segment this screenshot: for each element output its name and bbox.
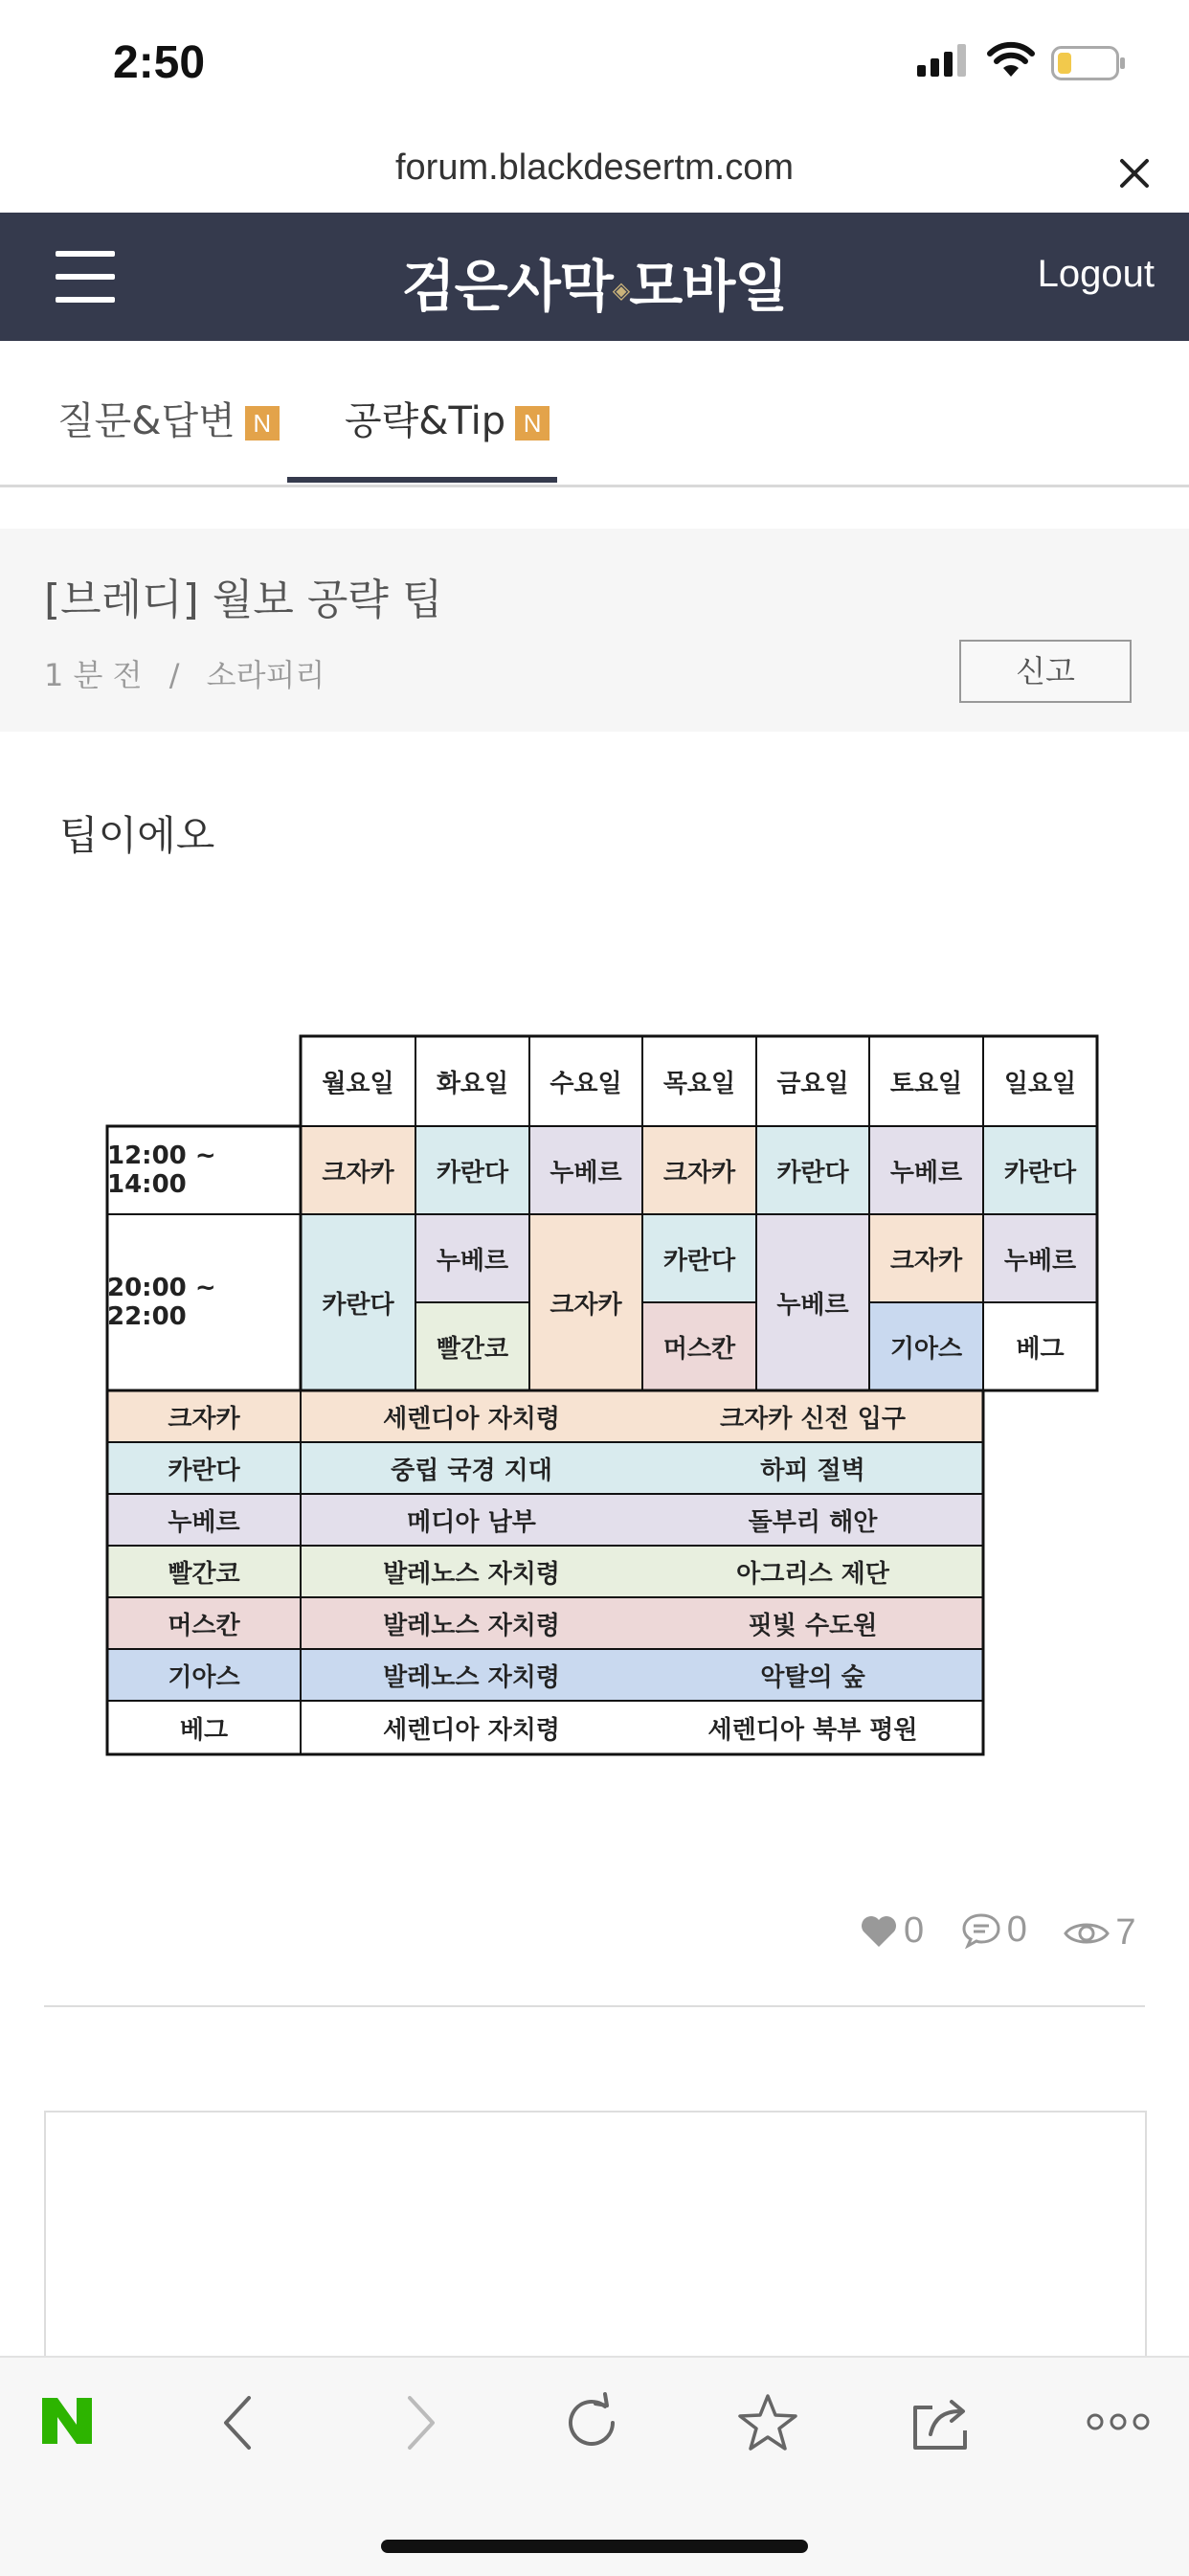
more-icon[interactable]: [1086, 2411, 1151, 2432]
logo-text-left: 검은사막: [401, 254, 613, 319]
location-cell: 발레노스 자치령: [301, 1597, 642, 1649]
location-boss: 크자카: [107, 1390, 301, 1442]
post-time: 1 분 전: [44, 657, 143, 693]
report-button[interactable]: 신고: [959, 640, 1132, 703]
post-title: [브레디] 월보 공략 팁: [44, 576, 443, 624]
location-cell: 핏빛 수도원: [642, 1597, 983, 1649]
boss-cell: 누베르: [983, 1214, 1097, 1302]
boss-cell: 카란다: [983, 1126, 1097, 1214]
location-cell: 발레노스 자치령: [301, 1546, 642, 1597]
back-icon[interactable]: [216, 2392, 258, 2453]
tab-label: 공략&Tip: [345, 399, 506, 443]
home-indicator: [381, 2540, 808, 2553]
location-cell: 세렌디아 자치령: [301, 1390, 642, 1442]
location-cell: 세렌디아 자치령: [301, 1701, 642, 1754]
boss-cell: 머스칸: [642, 1302, 756, 1390]
boss-cell: 빨간코: [415, 1302, 529, 1390]
location-cell: 발레노스 자치령: [301, 1649, 642, 1701]
boss-cell: 크자카: [869, 1214, 983, 1302]
view-stat: [1064, 1912, 1135, 1954]
location-cell: 악탈의 숲: [642, 1649, 983, 1701]
boss-cell: 크자카: [301, 1126, 415, 1214]
share-icon[interactable]: [909, 2392, 975, 2453]
location-cell: 세렌디아 북부 평원: [642, 1701, 983, 1754]
logout-link[interactable]: Logout: [1037, 253, 1155, 295]
logo-text-right: 모바일: [629, 254, 788, 319]
boss-cell: 카란다: [642, 1214, 756, 1302]
url-text[interactable]: forum.blackdesertm.com: [394, 147, 794, 188]
boss-cell: 베그: [983, 1302, 1097, 1390]
day-header: 일요일: [983, 1036, 1097, 1126]
post-author[interactable]: 소라피리: [206, 657, 325, 693]
location-cell: 돌부리 해안: [642, 1494, 983, 1546]
time-slot-label: 12:00 ~ 14:00: [107, 1126, 301, 1214]
boss-cell: 누베르: [869, 1126, 983, 1214]
boss-cell: 누베르: [529, 1126, 642, 1214]
day-header: 토요일: [869, 1036, 983, 1126]
boss-cell: 누베르: [756, 1214, 869, 1390]
reload-icon[interactable]: [561, 2392, 622, 2453]
location-boss: 카란다: [107, 1442, 301, 1494]
location-boss: 베그: [107, 1701, 301, 1754]
status-time: 2:50: [113, 37, 206, 88]
logo-diamond-icon: ◈: [612, 276, 630, 304]
location-cell: 하피 절벽: [642, 1442, 983, 1494]
day-header: 월요일: [301, 1036, 415, 1126]
day-header: 목요일: [642, 1036, 756, 1126]
post-stats: [833, 1909, 1136, 1958]
comment-count: 0: [1006, 1909, 1027, 1950]
browser-toolbar: [0, 2356, 1189, 2576]
time-slot-label: 20:00 ~ 22:00: [107, 1214, 301, 1390]
boss-cell: 크자카: [642, 1126, 756, 1214]
comment-stat: [961, 1909, 1027, 1951]
location-boss: 누베르: [107, 1494, 301, 1546]
view-count: 7: [1115, 1912, 1136, 1953]
new-badge: N: [515, 406, 550, 441]
location-boss: 머스칸: [107, 1597, 301, 1649]
location-cell: 중립 국경 지대: [301, 1442, 642, 1494]
like-count: 0: [904, 1910, 925, 1951]
naver-icon[interactable]: [38, 2392, 96, 2450]
location-boss: 기아스: [107, 1649, 301, 1701]
like-stat[interactable]: [860, 1910, 924, 1952]
boss-cell: 기아스: [869, 1302, 983, 1390]
heart-icon: [860, 1914, 898, 1949]
boss-cell: 누베르: [415, 1214, 529, 1302]
post-body-text: 팁이에오: [59, 812, 215, 859]
new-badge: N: [245, 406, 280, 441]
bookmark-star-icon[interactable]: [737, 2392, 798, 2453]
speech-bubble-icon: [961, 1912, 1001, 1949]
day-header: 금요일: [756, 1036, 869, 1126]
forward-icon[interactable]: [400, 2392, 442, 2453]
boss-cell: 카란다: [301, 1214, 415, 1390]
day-header: 수요일: [529, 1036, 642, 1126]
eye-icon: [1064, 1918, 1110, 1949]
location-cell: 크자카 신전 입구: [642, 1390, 983, 1442]
boss-cell: 카란다: [756, 1126, 869, 1214]
location-cell: 메디아 남부: [301, 1494, 642, 1546]
location-boss: 빨간코: [107, 1546, 301, 1597]
boss-cell: 크자카: [529, 1214, 642, 1390]
tab-label: 질문&답변: [57, 399, 236, 443]
meta-separator: /: [168, 657, 180, 693]
boss-cell: 카란다: [415, 1126, 529, 1214]
divider: [44, 2005, 1145, 2007]
location-cell: 아그리스 제단: [642, 1546, 983, 1597]
day-header: 화요일: [415, 1036, 529, 1126]
